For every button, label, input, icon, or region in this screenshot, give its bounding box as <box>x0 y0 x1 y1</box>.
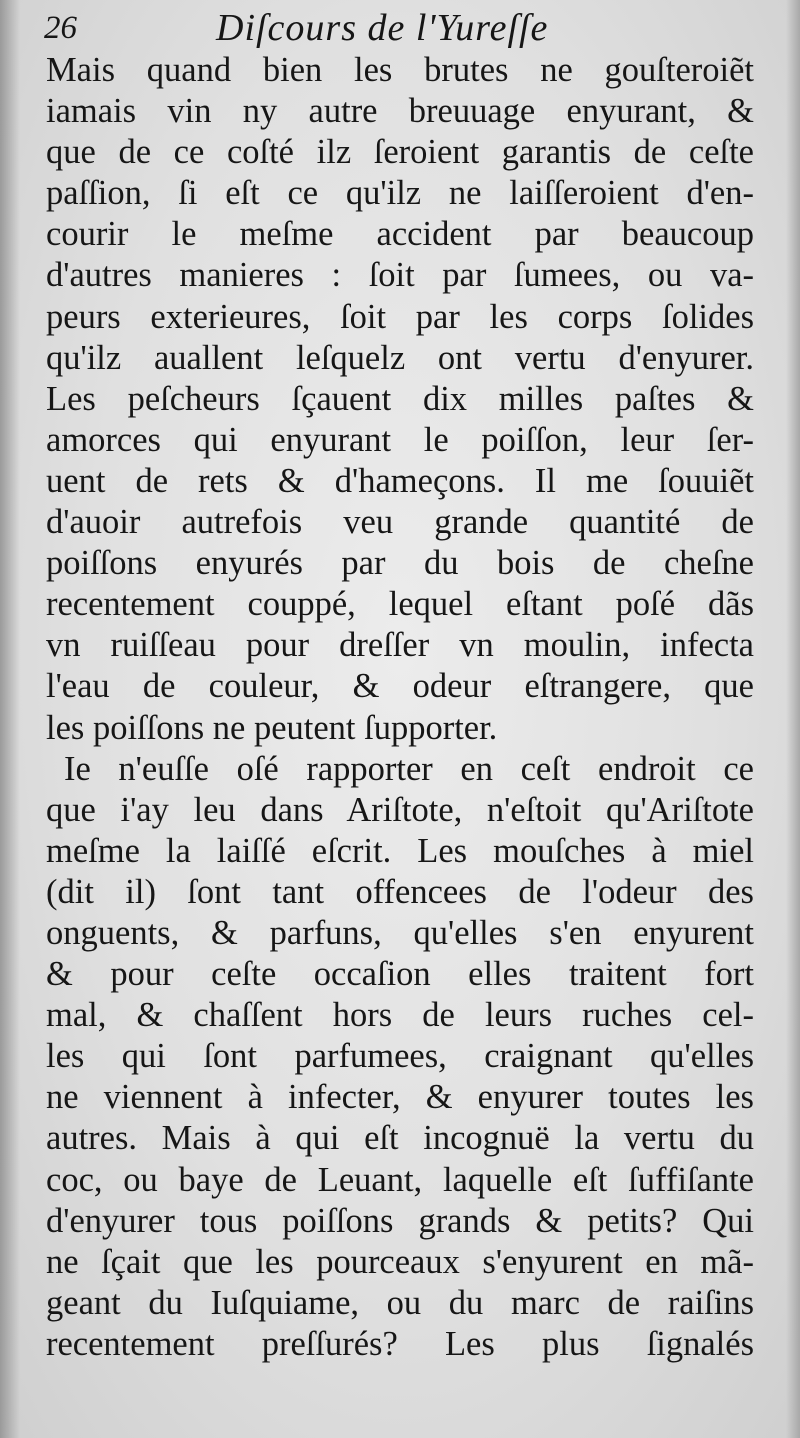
text-line: & pour ceſte occaſion elles traitent fort <box>46 955 754 994</box>
text-line: que de ce coſté ilz ſeroient garantis de ceſte <box>46 133 754 172</box>
text-line: coc, ou baye de Leuant, laquelle eſt ſuffiſante <box>46 1160 754 1199</box>
text-line: peurs exterieures, ſoit par les corps ſolides <box>46 297 754 336</box>
text-line-paragraph-end: les poiſſons ne peutent ſupporter. <box>46 708 498 747</box>
text-line-paragraph-start: Ie n'euſſe oſé rapporter en ceſt endroit ce <box>64 749 754 788</box>
text-line: paſſion, ſi eſt ce qu'ilz ne laiſſeroient d'en- <box>46 174 754 213</box>
text-line: Les peſcheurs ſçauent dix milles paſtes & <box>46 379 754 418</box>
text-line: vn ruiſſeau pour dreſſer vn moulin, infecta <box>46 626 754 665</box>
text-line: recentement preſſurés? Les plus ſignalés <box>46 1324 754 1363</box>
text-line: l'eau de couleur, & odeur eſtrangere, que <box>46 667 754 706</box>
text-line: mal, & chaſſent hors de leurs ruches cel- <box>46 996 754 1035</box>
text-line: ne viennent à infecter, & enyurer toutes les <box>46 1078 754 1117</box>
text-line: iamais vin ny autre breuuage enyurant, & <box>46 92 754 131</box>
text-line: recentement couppé, lequel eſtant poſé dãs <box>46 585 754 624</box>
text-line: onguents, & parfuns, qu'elles s'en enyurent <box>46 913 754 952</box>
text-line: geant du Iuſquiame, ou du marc de raiſins <box>46 1283 754 1322</box>
text-line: d'autres manieres : ſoit par ſumees, ou va- <box>46 256 754 295</box>
text-line: Mais quand bien les brutes ne gouſteroiẽt <box>46 51 754 89</box>
text-line: qu'ilz auallent leſquelz ont vertu d'enyurer. <box>46 338 754 377</box>
page-number: 26 <box>44 10 77 46</box>
text-line: (dit il) ſont tant offencees de l'odeur des <box>46 872 754 911</box>
text-line: ne ſçait que les pourceaux s'enyurent en mã- <box>46 1242 754 1281</box>
page-edge-shadow-left <box>0 0 20 1438</box>
text-body <box>46 50 754 1365</box>
running-title: Diſcours de l'Yureſſe <box>216 7 549 49</box>
text-line: autres. Mais à qui eſt incognuë la vertu du <box>46 1119 754 1158</box>
text-line: amorces qui enyurant le poiſſon, leur ſer- <box>46 420 754 459</box>
text-line: d'enyurer tous poiſſons grands & petits? Qui <box>46 1201 754 1240</box>
text-line: d'auoir autrefois veu grande quantité de <box>46 503 754 542</box>
text-line: les qui ſont parfumees, craignant qu'elles <box>46 1037 754 1076</box>
page-edge-shadow-right <box>786 0 800 1438</box>
text-line: que i'ay leu dans Ariſtote, n'eſtoit qu'Ariſtote <box>46 790 754 829</box>
text-line: courir le meſme accident par beaucoup <box>46 215 754 254</box>
text-line: uent de rets & d'hameçons. Il me ſouuiẽt <box>46 461 754 500</box>
text-line: meſme la laiſſé eſcrit. Les mouſches à miel <box>46 831 754 870</box>
text-line: poiſſons enyurés par du bois de cheſne <box>46 544 754 583</box>
running-head <box>44 6 764 50</box>
